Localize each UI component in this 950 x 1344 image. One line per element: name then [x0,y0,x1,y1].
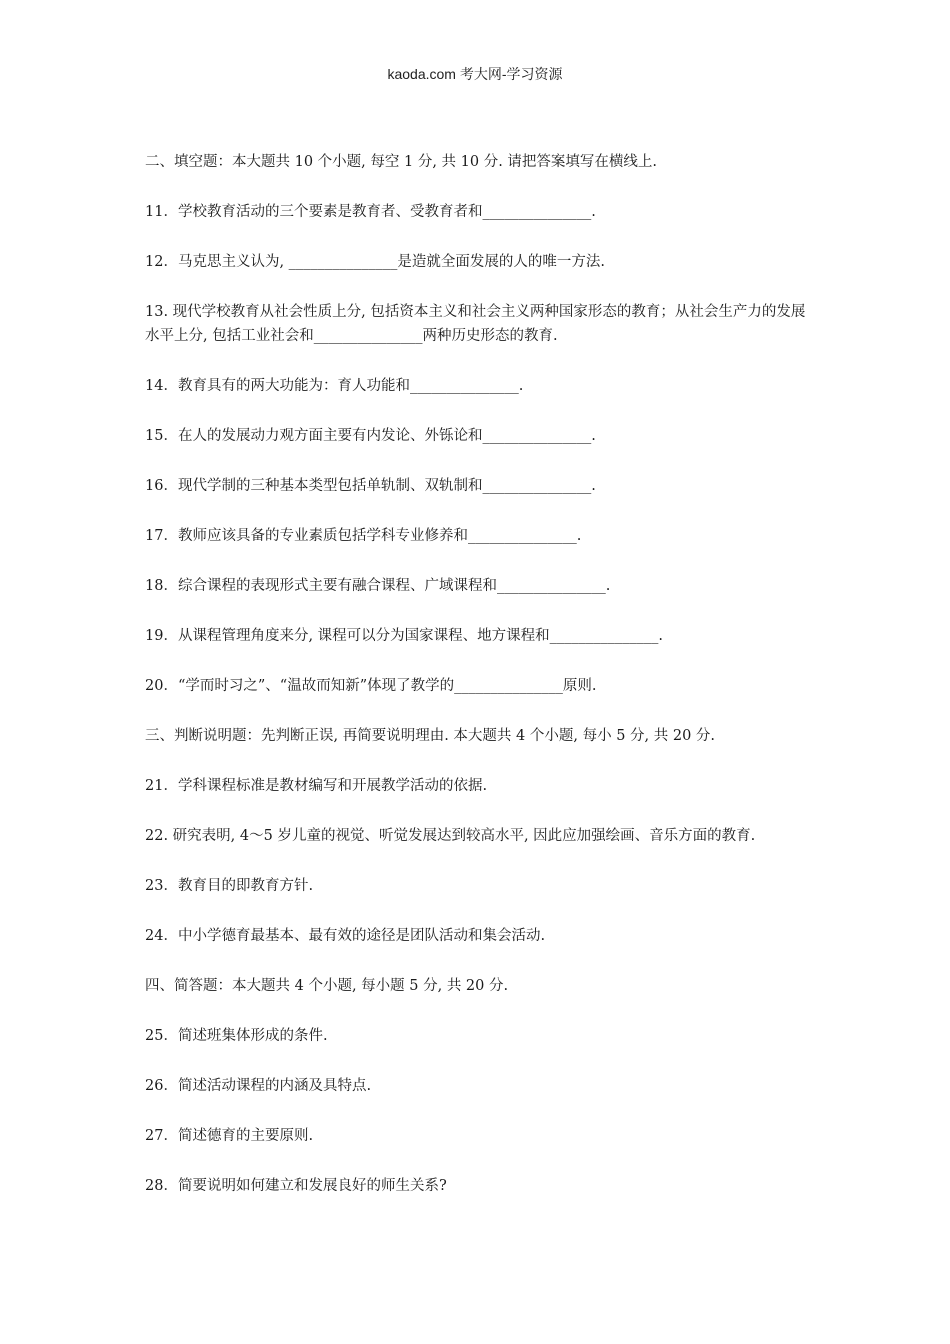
section-heading-fill-in: 二、填空题：本大题共 10 个小题, 每空 1 分, 共 10 分. 请把答案填写在横线上. [145,154,658,170]
question-17: 17．教师应该具备的专业素质包括学科专业修养和_______________. [145,528,582,544]
question-25: 25．简述班集体形成的条件. [145,1028,328,1044]
question-20: 20．“学而时习之”、“温故而知新”体现了教学的_______________原则. [145,678,597,694]
question-24: 24．中小学德育最基本、最有效的途径是团队活动和集会活动. [145,928,546,944]
question-15: 15．在人的发展动力观方面主要有内发论、外铄论和_______________. [145,428,596,444]
page-header: kaoda.com 考大网-学习资源 [387,66,563,82]
question-21: 21．学科课程标准是教材编写和开展教学活动的依据. [145,778,488,794]
question-19: 19．从课程管理角度来分, 课程可以分为国家课程、地方课程和_______________. [145,628,664,644]
question-23: 23．教育目的即教育方针. [145,878,314,894]
question-22: 22. 研究表明, 4～5 岁儿童的视觉、听觉发展达到较高水平, 因此应加强绘画、音乐方面的教育. [145,828,756,844]
question-12: 12．马克思主义认为, _______________是造就全面发展的人的唯一方法. [145,254,606,270]
question-28: 28．简要说明如何建立和发展良好的师生关系? [145,1178,447,1194]
question-27: 27．简述德育的主要原则. [145,1128,314,1144]
question-18: 18．综合课程的表现形式主要有融合课程、广域课程和_______________. [145,578,611,594]
question-26: 26．简述活动课程的内涵及具特点. [145,1078,372,1094]
question-14: 14．教育具有的两大功能为：育人功能和_______________. [145,378,524,394]
question-13: 13. 现代学校教育从社会性质上分, 包括资本主义和社会主义两种国家形态的教育；从社会生产力的发展水平上分, 包括工业社会和_______________两种历史形态的教育. [145,304,806,344]
section-heading-short-answer: 四、简答题：本大题共 4 个小题, 每小题 5 分, 共 20 分. [145,978,509,994]
question-16: 16．现代学制的三种基本类型包括单轨制、双轨制和_______________. [145,478,596,494]
question-11: 11．学校教育活动的三个要素是教育者、受教育者和_______________. [145,204,596,220]
section-heading-true-false: 三、判断说明题：先判断正误, 再简要说明理由. 本大题共 4 个小题, 每小 5 分, 共 20 分. [145,728,716,744]
exam-content [145,150,810,1198]
